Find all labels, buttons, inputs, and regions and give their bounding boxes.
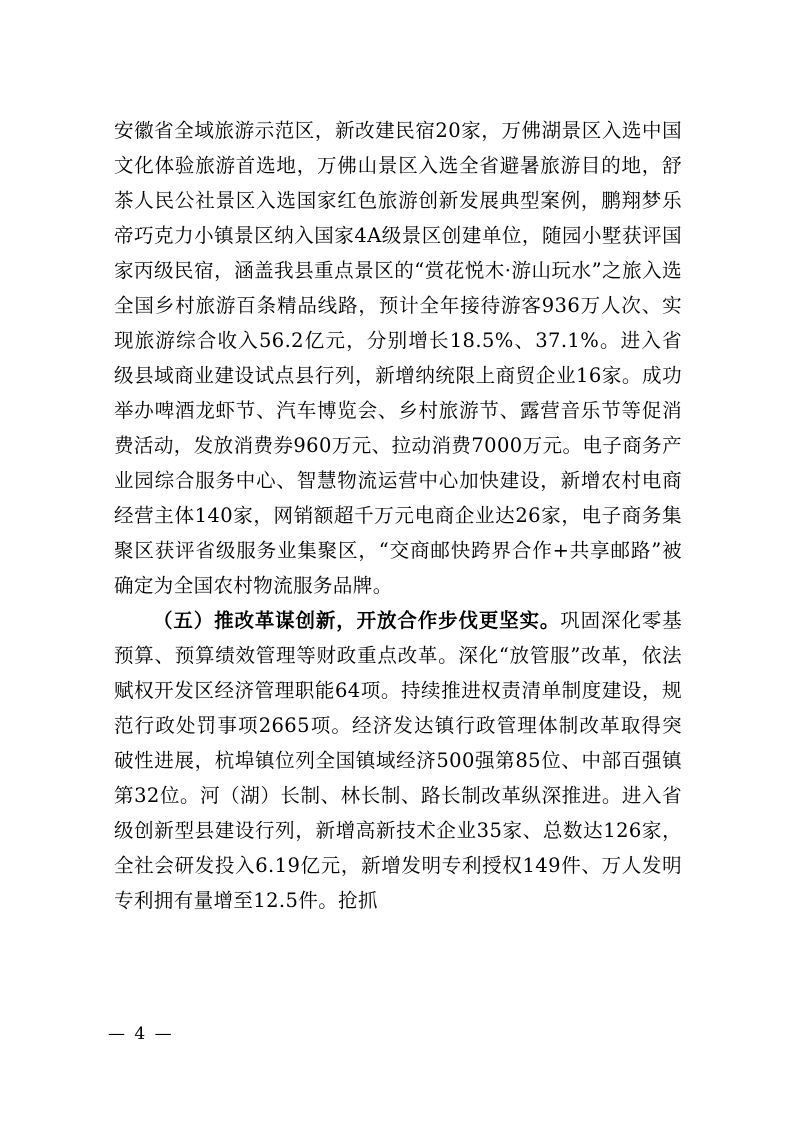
paragraph-text: 安徽省全域旅游示范区，新改建民宿20家，万佛湖景区入选中国文化体验旅游首选地，万佛山景区入选全省避暑旅游目的地，舒茶人民公社景区入选国家红色旅游创新发展典型案例，鹏翔梦乐帝巧克力小镇景区纳入国家4A级景区创建单位，随园小墅获评国家丙级民宿，涵盖我县重点景区的“赏花悦木·游山玩水”之旅入选全国乡村旅游百条精品线路，预计全年接待游客936万人次、实现旅游综合收入56.2亿元，分别增长18.5%、37.1%。进入省级县域商业建设试点县行列，新增纳统限上商贸企业16家。成功举办啤酒龙虾节、汽车博览会、乡村旅游节、露营音乐节等促消费活动，发放消费券960万元、拉动消费7000万元。电子商务产业园综合服务中心、智慧物流运营中心加快建设，新增农村电商经营主体140家，网销额超千万元电商企业达26家，电子商务集聚区获评省级服务业集聚区，“交商邮快跨界合作+共享邮路”被确定为全国农村物流服务品牌。: [114, 119, 682, 597]
paragraph-reform-innovation: [114, 603, 682, 918]
body-text: [114, 113, 682, 918]
paragraph-text: 巩固深化零基预算、预算绩效管理等财政重点改革。深化“放管服”改革，依法赋权开发区经济管理职能64项。持续推进权责清单制度建设，规范行政处罚事项2665项。经济发达镇行政管理体制改革取得突破性进展，杭埠镇位列全国镇域经济500强第85位、中部百强镇第32位。河（湖）长制、林长制、路长制改革纵深推进。进入省级创新型县建设行列，新增高新技术企业35家、总数达126家，全社会研发投入6.19亿元，新增发明专利授权149件、万人发明专利拥有量增至12.5件。抢抓: [114, 609, 682, 912]
section-heading: （五）推改革谋创新，开放合作步伐更坚实。: [153, 609, 561, 632]
paragraph-tourism-commerce: [114, 113, 682, 603]
page-number: — 4 —: [108, 1024, 174, 1044]
